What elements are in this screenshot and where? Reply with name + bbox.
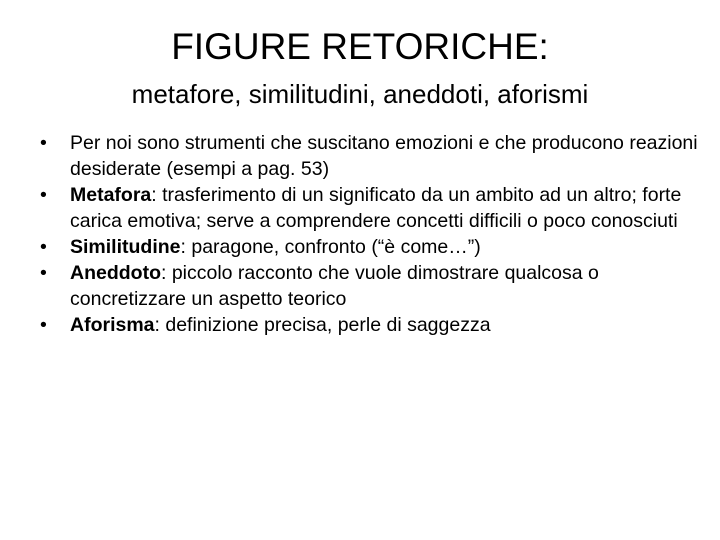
bullet-text: : paragone, confronto (“è come…”) [180, 236, 481, 258]
slide-subtitle: metafore, similitudini, aneddoti, aforismi [131, 79, 589, 109]
bullet-item-aneddoto [40, 260, 700, 312]
bullet-text: : trasferimento di un significato da un ambito ad un altro; forte carica emotiva; serve a comprendere concetti difficili o poco conosciuti [70, 184, 682, 232]
bullet-list [40, 130, 700, 338]
bullet-term: Aneddoto [70, 262, 161, 284]
slide-title: FIGURE RETORICHE: [171, 26, 549, 67]
bullet-icon: • [40, 314, 47, 336]
bullet-item-metafora [40, 182, 700, 234]
bullet-item-aforisma [40, 312, 700, 338]
bullet-text: Per noi sono strumenti che suscitano emozioni e che producono reazioni desiderate (esempi a pag. 53) [70, 132, 698, 180]
bullet-icon: • [40, 184, 47, 206]
bullet-item-intro [40, 130, 700, 182]
bullet-text: : piccolo racconto che vuole dimostrare qualcosa o concretizzare un aspetto teorico [70, 262, 599, 310]
bullet-icon: • [40, 132, 47, 154]
bullet-term: Metafora [70, 184, 152, 206]
bullet-icon: • [40, 236, 47, 258]
bullet-text: : definizione precisa, perle di saggezza [154, 314, 491, 336]
bullet-term: Similitudine [70, 236, 181, 258]
bullet-icon: • [40, 262, 47, 284]
bullet-term: Aforisma [70, 314, 155, 336]
bullet-item-similitudine [40, 234, 700, 260]
